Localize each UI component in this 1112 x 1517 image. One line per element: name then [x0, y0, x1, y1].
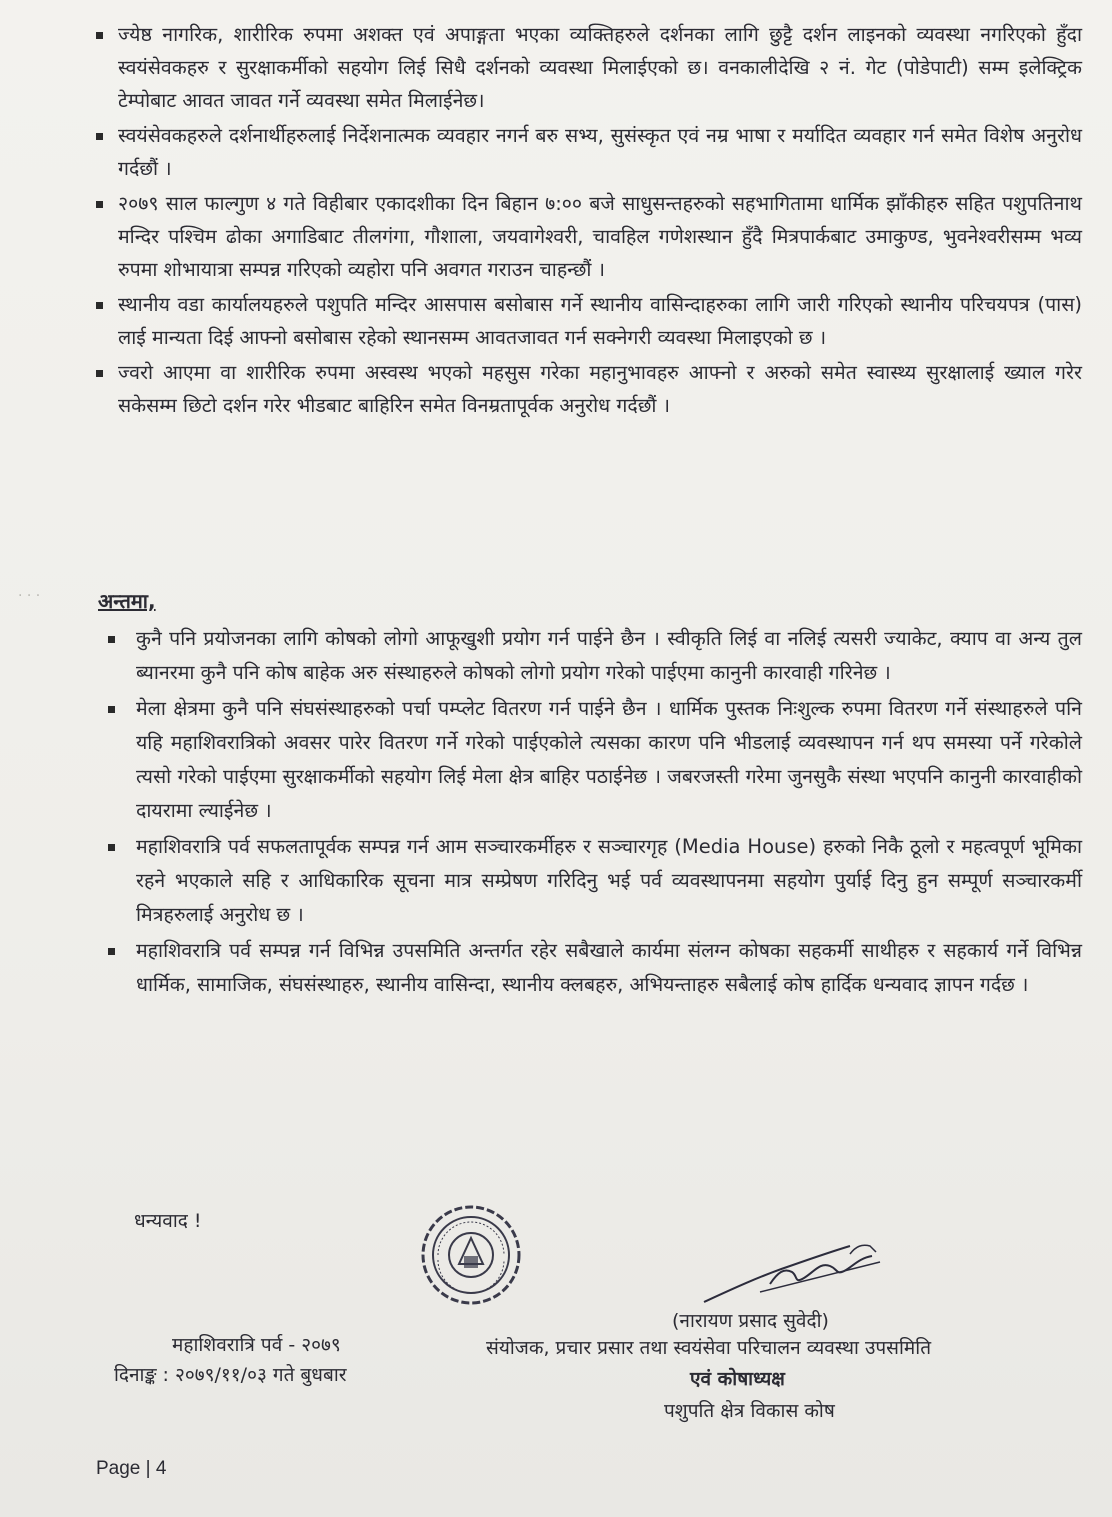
square-bullet-icon	[96, 370, 103, 377]
notice-bullet-item	[92, 356, 1082, 422]
notice-bullet-item-text: ज्येष्ठ नागरिक, शारीरिक रुपमा अशक्त एवं अपाङ्गता भएका व्यक्तिहरुले दर्शनका लागि छुट्टै दर्शन लाइनको व्यवस्था नगरिएको हुँदा स्वयंसेवकहरु र सुरक्षाकर्मीको सहयोग लिई सिधै दर्शनको व्यवस्था मिलाईएको छ। वनकालीदेखि २ नं. गेट (पोडेपाटी) सम्म इलेक्ट्रिक टेम्पोबाट आवत जावत गर्ने व्यवस्था समेत मिलाईनेछ।	[118, 23, 1082, 112]
finally-bullet-list	[92, 622, 1082, 1002]
signer-organization: पशुपति क्षेत्र विकास कोष	[664, 1400, 835, 1422]
finally-bullet-item-text: महाशिवरात्रि पर्व सम्पन्न गर्न विभिन्न उपसमिति अन्तर्गत रहेर सबैखाले कार्यमा संलग्न कोषका सहकर्मी साथीहरु र सहकार्य गर्ने विभिन्न धार्मिक, सामाजिक, संघसंस्थाहरु, स्थानीय वासिन्दा, स्थानीय क्लबहरु, अभियन्ताहरु सबैलाई कोष हार्दिक धन्यवाद ज्ञापन गर्दछ ।	[136, 939, 1082, 996]
signer-name: (नारायण प्रसाद सुवेदी)	[672, 1310, 829, 1332]
notice-bullet-item	[92, 119, 1082, 185]
square-bullet-icon	[96, 32, 103, 39]
finally-heading: अन्तमा,	[98, 589, 156, 613]
official-seal-icon	[418, 1202, 524, 1308]
top-bullet-section	[92, 18, 1082, 424]
square-bullet-icon	[108, 706, 115, 713]
finally-bullet-item-text: महाशिवरात्रि पर्व सफलतापूर्वक सम्पन्न गर्न आम सञ्चारकर्मीहरु र सञ्चारगृह (Media House) हरुको निकै ठूलो र महत्वपूर्ण भूमिका रहने भएकाले सहि र आधिकारिक सूचना मात्र सम्प्रेषण गरिदिनु भई पर्व व्यवस्थापनमा सहयोग पुर्याई दिनु हुन सम्पूर्ण सञ्चारकर्मी मित्रहरुलाई अनुरोध छ ।	[136, 835, 1082, 926]
notice-bullet-item-text: २०७९ साल फाल्गुण ४ गते विहीबार एकादशीका दिन बिहान ७:०० बजे साधुसन्तहरुको सहभागितामा धार्मिक झाँकीहरु सहित पशुपतिनाथ मन्दिर पश्चिम ढोका अगाडिबाट तीलगंगा, गौशाला, जयवागेश्वरी, चावहिल गणेशस्थान हुँदै मित्रपार्कबाट उमाकुण्ड, भुवनेश्वरीसम्म भव्य रुपमा शोभायात्रा सम्पन्न गरिएको व्यहोरा पनि अवगत गराउन चाहन्छौं ।	[118, 192, 1082, 281]
thanks-text: धन्यवाद !	[134, 1210, 202, 1232]
notice-bullet-item	[92, 288, 1082, 354]
scan-artifact: · · ·	[18, 588, 41, 604]
finally-bullet-item-text: मेला क्षेत्रमा कुनै पनि संघसंस्थाहरुको पर्चा पम्प्लेट वितरण गर्न पाईने छैन । धार्मिक पुस्तक निःशुल्क रुपमा वितरण गर्ने संस्थाहरुले पनि यहि महाशिवरात्रिको अवसर पारेर वितरण गर्ने गरेको पाईएकोले त्यसका कारण पनि भीडलाई व्यवस्थापन गर्न थप समस्या पर्ने गरेकोले त्यसो गरेको पाईएमा सुरक्षाकर्मीको सहयोग लिई मेला क्षेत्र बाहिर पठाईनेछ । जबरजस्ती गरेमा जुनसुकै संस्था भएपनि कानुनी कारवाहीको दायरामा ल्याईनेछ ।	[136, 697, 1082, 822]
square-bullet-icon	[108, 948, 115, 955]
square-bullet-icon	[96, 133, 103, 140]
notice-bullet-item-text: स्थानीय वडा कार्यालयहरुले पशुपति मन्दिर आसपास बसोबास गर्ने स्थानीय वासिन्दाहरुका लागि जारी गरिएको स्थानीय परिचयपत्र (पास) लाई मान्यता दिई आफ्नो बसोबास रहेको स्थानसम्म आवतजावत गर्न सक्नेगरी व्यवस्था मिलाइएको छ ।	[118, 293, 1082, 349]
signer-role-secondary: एवं कोषाध्यक्ष	[690, 1368, 785, 1390]
handwritten-signature-icon	[700, 1232, 890, 1312]
square-bullet-icon	[96, 201, 103, 208]
finally-bullet-item	[92, 934, 1082, 1002]
festival-label: महाशिवरात्रि पर्व - २०७९	[172, 1334, 341, 1356]
date-label: दिनाङ्क : २०७९/११/०३ गते बुधबार	[114, 1364, 347, 1386]
notice-bullet-item-text: ज्वरो आएमा वा शारीरिक रुपमा अस्वस्थ भएको महसुस गरेका महानुभावहरु आफ्नो र अरुको समेत स्वास्थ्य सुरक्षालाई ख्याल गरेर सकेसम्म छिटो दर्शन गरेर भीडबाट बाहिरिन समेत विनम्रतापूर्वक अनुरोध गर्दछौं ।	[118, 361, 1082, 417]
finally-bullet-item	[92, 830, 1082, 932]
square-bullet-icon	[108, 636, 115, 643]
signer-role: संयोजक, प्रचार प्रसार तथा स्वयंसेवा परिचालन व्यवस्था उपसमिति	[486, 1337, 932, 1359]
square-bullet-icon	[108, 844, 115, 851]
notice-bullet-item	[92, 187, 1082, 286]
notice-bullet-item	[92, 18, 1082, 117]
notice-bullet-item-text: स्वयंसेवकहरुले दर्शनार्थीहरुलाई निर्देशनात्मक व्यवहार नगर्न बरु सभ्य, सुसंस्कृत एवं नम्र भाषा र मर्यादित व्यवहार गर्न समेत विशेष अनुरोध गर्दछौं ।	[118, 124, 1082, 180]
top-bullet-list	[92, 18, 1082, 422]
finally-bullet-item-text: कुनै पनि प्रयोजनका लागि कोषको लोगो आफूखुशी प्रयोग गर्न पाईने छैन । स्वीकृति लिई वा नलिई त्यसरी ज्याकेट, क्याप वा अन्य तुल ब्यानरमा कुनै पनि कोष बाहेक अरु संस्थाहरुले कोषको लोगो प्रयोग गरेको पाईएमा कानुनी कारवाही गरिनेछ ।	[136, 627, 1082, 684]
square-bullet-icon	[96, 302, 103, 309]
finally-section	[92, 586, 1082, 1004]
page-number: Page | 4	[96, 1458, 167, 1479]
finally-bullet-item	[92, 622, 1082, 690]
finally-bullet-item	[92, 692, 1082, 828]
